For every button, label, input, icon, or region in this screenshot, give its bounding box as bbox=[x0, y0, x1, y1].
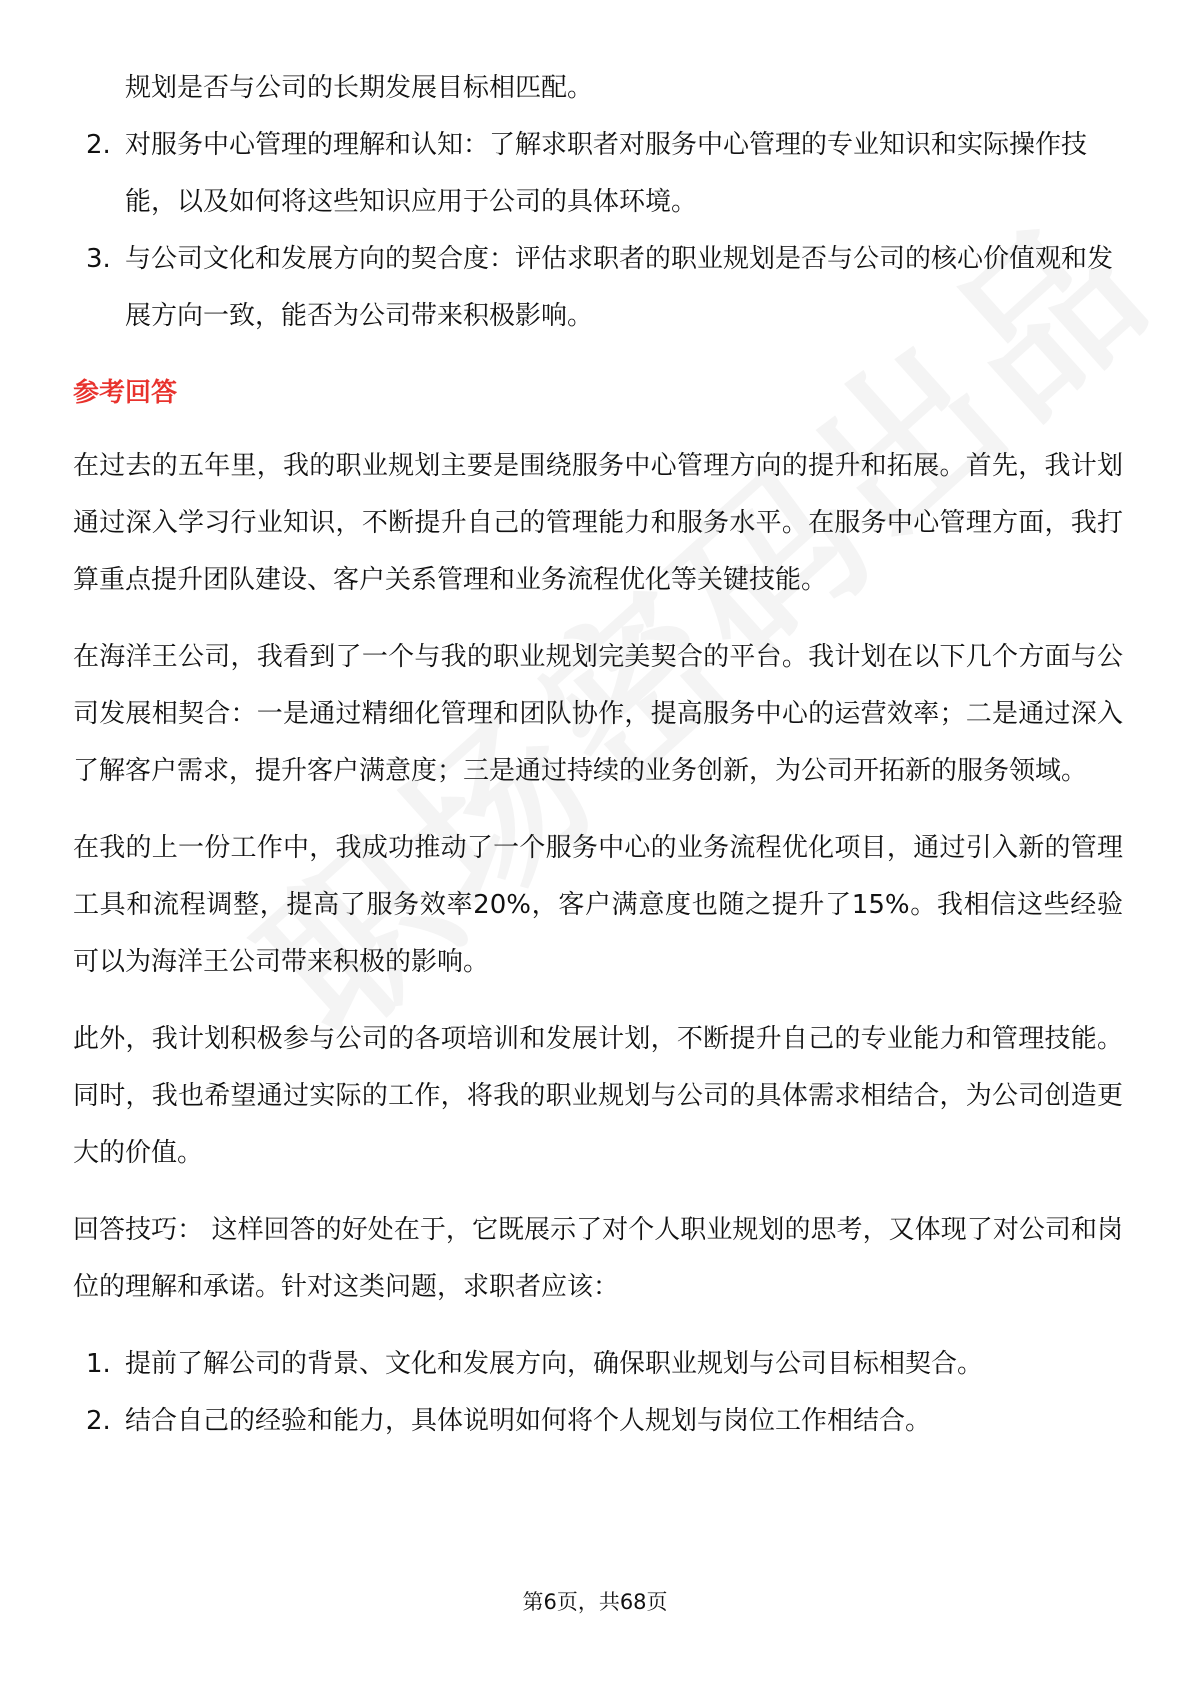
page-number-footer: 第6页，共68页 bbox=[522, 1590, 668, 1614]
list-number: 1. bbox=[86, 1349, 111, 1379]
tips-list bbox=[73, 1336, 1123, 1450]
section-title: 参考回答 bbox=[73, 378, 178, 408]
list-number: 2. bbox=[86, 1406, 111, 1436]
answer-paragraph: 在过去的五年里，我的职业规划主要是围绕服务中心管理方向的提升和拓展。首先，我计划通过深入学习行业知识，不断提升自己的管理能力和服务水平。在服务中心管理方面，我打算重点提升团队建设、客户关系管理和业务流程优化等关键技能。 bbox=[73, 451, 1123, 595]
list-item-text: 提前了解公司的背景、文化和发展方向，确保职业规划与公司目标相契合。 bbox=[125, 1349, 984, 1379]
list-item bbox=[73, 1336, 1123, 1393]
tips-paragraph: 回答技巧： 这样回答的好处在于，它既展示了对个人职业规划的思考，又体现了对公司和岗位的理解和承诺。针对这类问题，求职者应该： bbox=[73, 1215, 1123, 1302]
list-item-text: 与公司文化和发展方向的契合度：评估求职者的职业规划是否与公司的核心价值观和发展方向一致，能否为公司带来积极影响。 bbox=[125, 244, 1114, 331]
list-number: 3. bbox=[86, 244, 111, 274]
answer-paragraph: 在海洋王公司，我看到了一个与我的职业规划完美契合的平台。我计划在以下几个方面与公司发展相契合：一是通过精细化管理和团队协作，提高服务中心的运营效率；二是通过深入了解客户需求，提升客户满意度；三是通过持续的业务创新，为公司开拓新的服务领域。 bbox=[73, 642, 1123, 786]
criteria-continuation: 规划是否与公司的长期发展目标相匹配。 bbox=[125, 73, 594, 103]
page-content bbox=[73, 60, 1123, 1450]
list-item bbox=[73, 117, 1123, 231]
list-number: 2. bbox=[86, 130, 111, 160]
answer-paragraph: 在我的上一份工作中，我成功推动了一个服务中心的业务流程优化项目，通过引入新的管理工具和流程调整，提高了服务效率20%，客户满意度也随之提升了15%。我相信这些经验可以为海洋王公司带来积极的影响。 bbox=[73, 833, 1123, 977]
criteria-list bbox=[73, 117, 1123, 345]
list-item bbox=[73, 231, 1123, 345]
list-item-text: 结合自己的经验和能力，具体说明如何将个人规划与岗位工作相结合。 bbox=[125, 1406, 932, 1436]
list-item bbox=[73, 1393, 1123, 1450]
list-item-text: 对服务中心管理的理解和认知：了解求职者对服务中心管理的专业知识和实际操作技能，以及如何将这些知识应用于公司的具体环境。 bbox=[125, 130, 1088, 217]
answer-paragraph: 此外，我计划积极参与公司的各项培训和发展计划，不断提升自己的专业能力和管理技能。同时，我也希望通过实际的工作，将我的职业规划与公司的具体需求相结合，为公司创造更大的价值。 bbox=[73, 1024, 1123, 1168]
